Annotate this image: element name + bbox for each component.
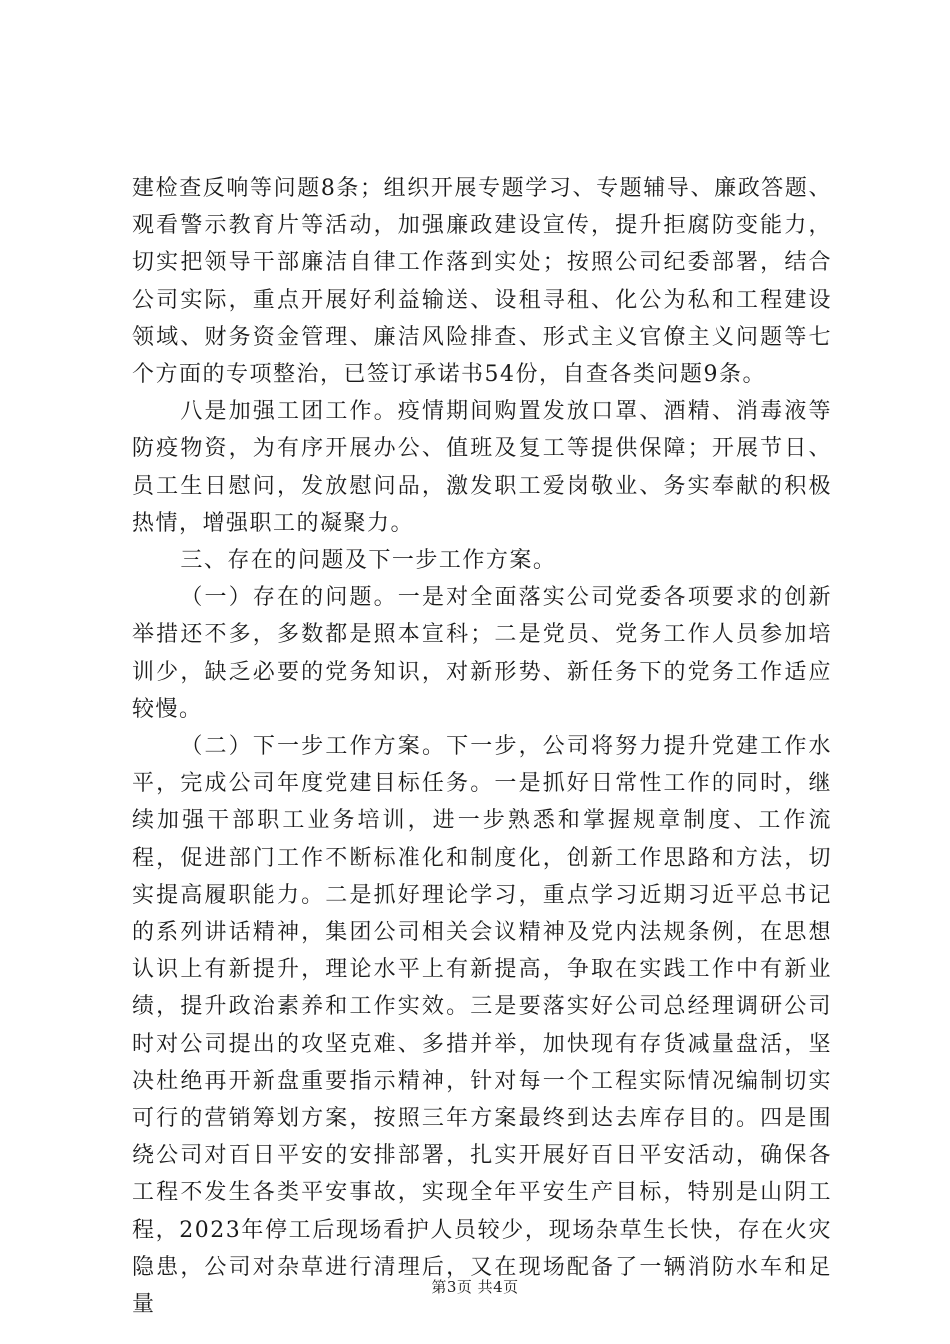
paragraph-next-steps: （二）下一步工作方案。下一步，公司将努力提升党建工作水平，完成公司年度党建目标任务。一是抓好日常性工作的同时，继续加强干部职工业务培训，进一步熟悉和掌握规章制度、工作流程，促进部门工作不断标准化和制度化，创新工作思路和方法，切实提高履职能力。二是抓好理论学习，重点学习近期习近平总书记的系列讲话精神，集团公司相关会议精神及党内法规条例，在思想认识上有新提升，理论水平上有新提高，争取在实践工作中有新业绩，提升政治素养和工作实效。三是要落实好公司总经理调研公司时对公司提出的攻坚克难、多措并举，加快现有存货减量盘活，坚决杜绝再开新盘重要指示精神，针对每一个工程实际情况编制切实可行的营销筹划方案，按照三年方案最终到达去库存目的。四是围绕公司对百日平安的安排部署，扎实开展好百日平安活动，确保各工程不发生各类平安事故，实现全年平安生产目标，特别是山阴工程，2023年停工后现场看护人员较少，现场杂草生长快，存在火灾隐患，公司对杂草进行清理后，又在现场配备了一辆消防水车和足量 [132, 734, 832, 1318]
document-body [132, 170, 832, 1323]
paragraph-continuation: 建检查反响等问题8条；组织开展专题学习、专题辅导、廉政答题、观看警示教育片等活动，加强廉政建设宣传，提升拒腐防变能力，切实把领导干部廉洁自律工作落到实处；按照公司纪委部署，结合公司实际，重点开展好利益输送、设租寻租、化公为私和工程建设领域、财务资金管理、廉洁风险排查、形式主义官僚主义问题等七个方面的专项整治，已签订承诺书54份，自查各类问题9条。 [132, 176, 832, 388]
page-footer: 第3页 共4页 [431, 1278, 519, 1296]
paragraph-union-work: 八是加强工团工作。疫情期间购置发放口罩、酒精、消毒液等防疫物资，为有序开展办公、值班及复工等提供保障；开展节日、员工生日慰问，发放慰问品，激发职工爱岗敬业、务实奉献的积极热情，增强职工的凝聚力。 [132, 399, 832, 536]
paragraph-existing-problems: （一）存在的问题。一是对全面落实公司党委各项要求的创新举措还不多，多数都是照本宣科；二是党员、党务工作人员参加培训少，缺乏必要的党务知识，对新形势、新任务下的党务工作适应较慢。 [132, 585, 832, 722]
section-heading-problems-plan: 三、存在的问题及下一步工作方案。 [180, 548, 557, 574]
